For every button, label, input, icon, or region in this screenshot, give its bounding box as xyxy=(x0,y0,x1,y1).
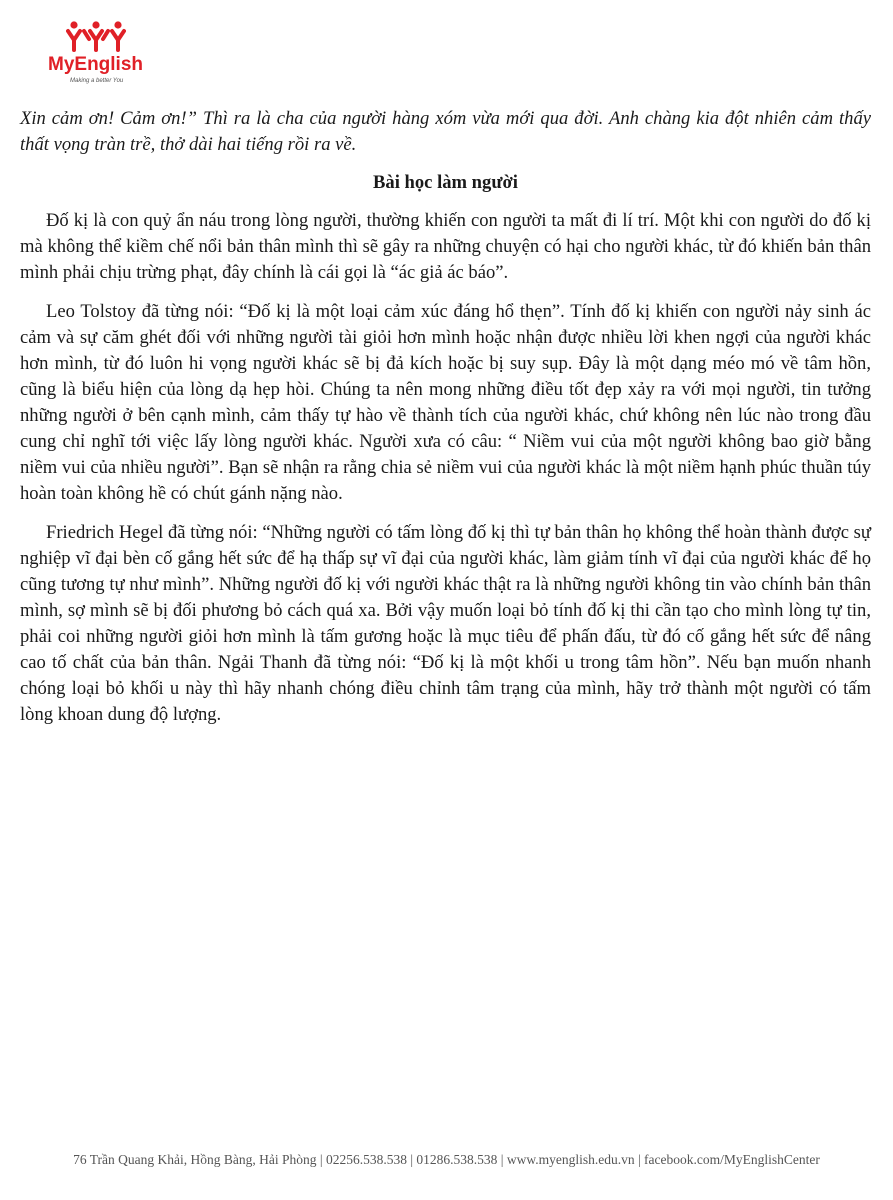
paragraph-2: Leo Tolstoy đã từng nói: “Đố kị là một loại cảm xúc đáng hổ thẹn”. Tính đố kị khiến con người nảy sinh ác cảm và sự căm ghét đối với những người tài giỏi hơn mình hoặc nhận được nhiều lời khen ngợi của người khác hơn mình, từ đó luôn hi vọng người khác sẽ bị đả kích hoặc bị suy sụp. Đây là một dạng méo mó về tâm hồn, cũng là biểu hiện của lòng dạ hẹp hòi. Chúng ta nên mong những điều tốt đẹp xảy ra với mọi người, tin tưởng những người ở bên cạnh mình, cảm thấy tự hào về thành tích của người khác, chứ không nên lúc nào trong đầu cung chỉ nghĩ tới việc lấy lòng người khác. Người xưa có câu: “ Niềm vui của một người không bao giờ bằng niềm vui của nhiều người”. Bạn sẽ nhận ra rằng chia sẻ niềm vui của người khác là một niềm hạnh phúc thuần túy hoàn toàn không hề có chút gánh nặng nào. xyxy=(20,301,871,504)
people-logo-icon xyxy=(66,20,126,54)
section-heading: Bài học làm người xyxy=(373,172,518,193)
intro-paragraph: Xin cảm ơn! Cảm ơn!” Thì ra là cha của người hàng xóm vừa mới qua đời. Anh chàng kia đột nhiên cảm thấy thất vọng tràn trề, thở dài hai tiếng rồi ra về. xyxy=(20,108,871,155)
page-footer: 76 Trần Quang Khải, Hồng Bàng, Hải Phòng | 02256.538.538 | 01286.538.538 | www.myenglish.edu.vn | facebook.com/MyEnglishCenter xyxy=(73,1152,820,1167)
paragraph-1: Đố kị là con quỷ ẩn náu trong lòng người, thường khiến con người ta mất đi lí trí. Một khi con người do đố kị mà không thể kiềm chế nổi bản thân mình thì sẽ gây ra những chuyện có hại cho người khác, từ đó khiến bản thân mình phải chịu trừng phạt, đây chính là cái gọi là “ác giả ác báo”. xyxy=(20,210,871,283)
brand-tagline: Making a better You xyxy=(70,78,124,84)
brand-logo xyxy=(22,20,152,90)
article-body xyxy=(20,106,871,741)
paragraph-3: Friedrich Hegel đã từng nói: “Những người có tấm lòng đố kị thì tự bản thân họ không thể hoàn thành được sự nghiệp vĩ đại bèn cố gắng hết sức để hạ thấp sự vĩ đại của người khác, làm giảm tính vĩ đại của người khác để họ cũng tương tự như mình”. Những người đố kị với người khác thật ra là những người không tin vào chính bản thân mình, sợ mình sẽ bị đối phương bỏ cách quá xa. Bởi vậy muốn loại bỏ tính đố kị thi cần tạo cho mình lòng tự tin, phải coi những người giỏi hơn mình là tấm gương hoặc là mục tiêu để phấn đấu, từ đó cố gắng hết sức để nâng cao tố chất của bản thân. Ngải Thanh đã từng nói: “Đố kị là một khối u trong tâm hồn”. Nếu bạn muốn nhanh chóng loại bỏ khối u này thì hãy nhanh chóng điều chỉnh tâm trạng của mình, hãy trở thành một người có tấm lòng khoan dung độ lượng. xyxy=(20,522,871,725)
brand-name: MyEnglish xyxy=(48,54,144,75)
